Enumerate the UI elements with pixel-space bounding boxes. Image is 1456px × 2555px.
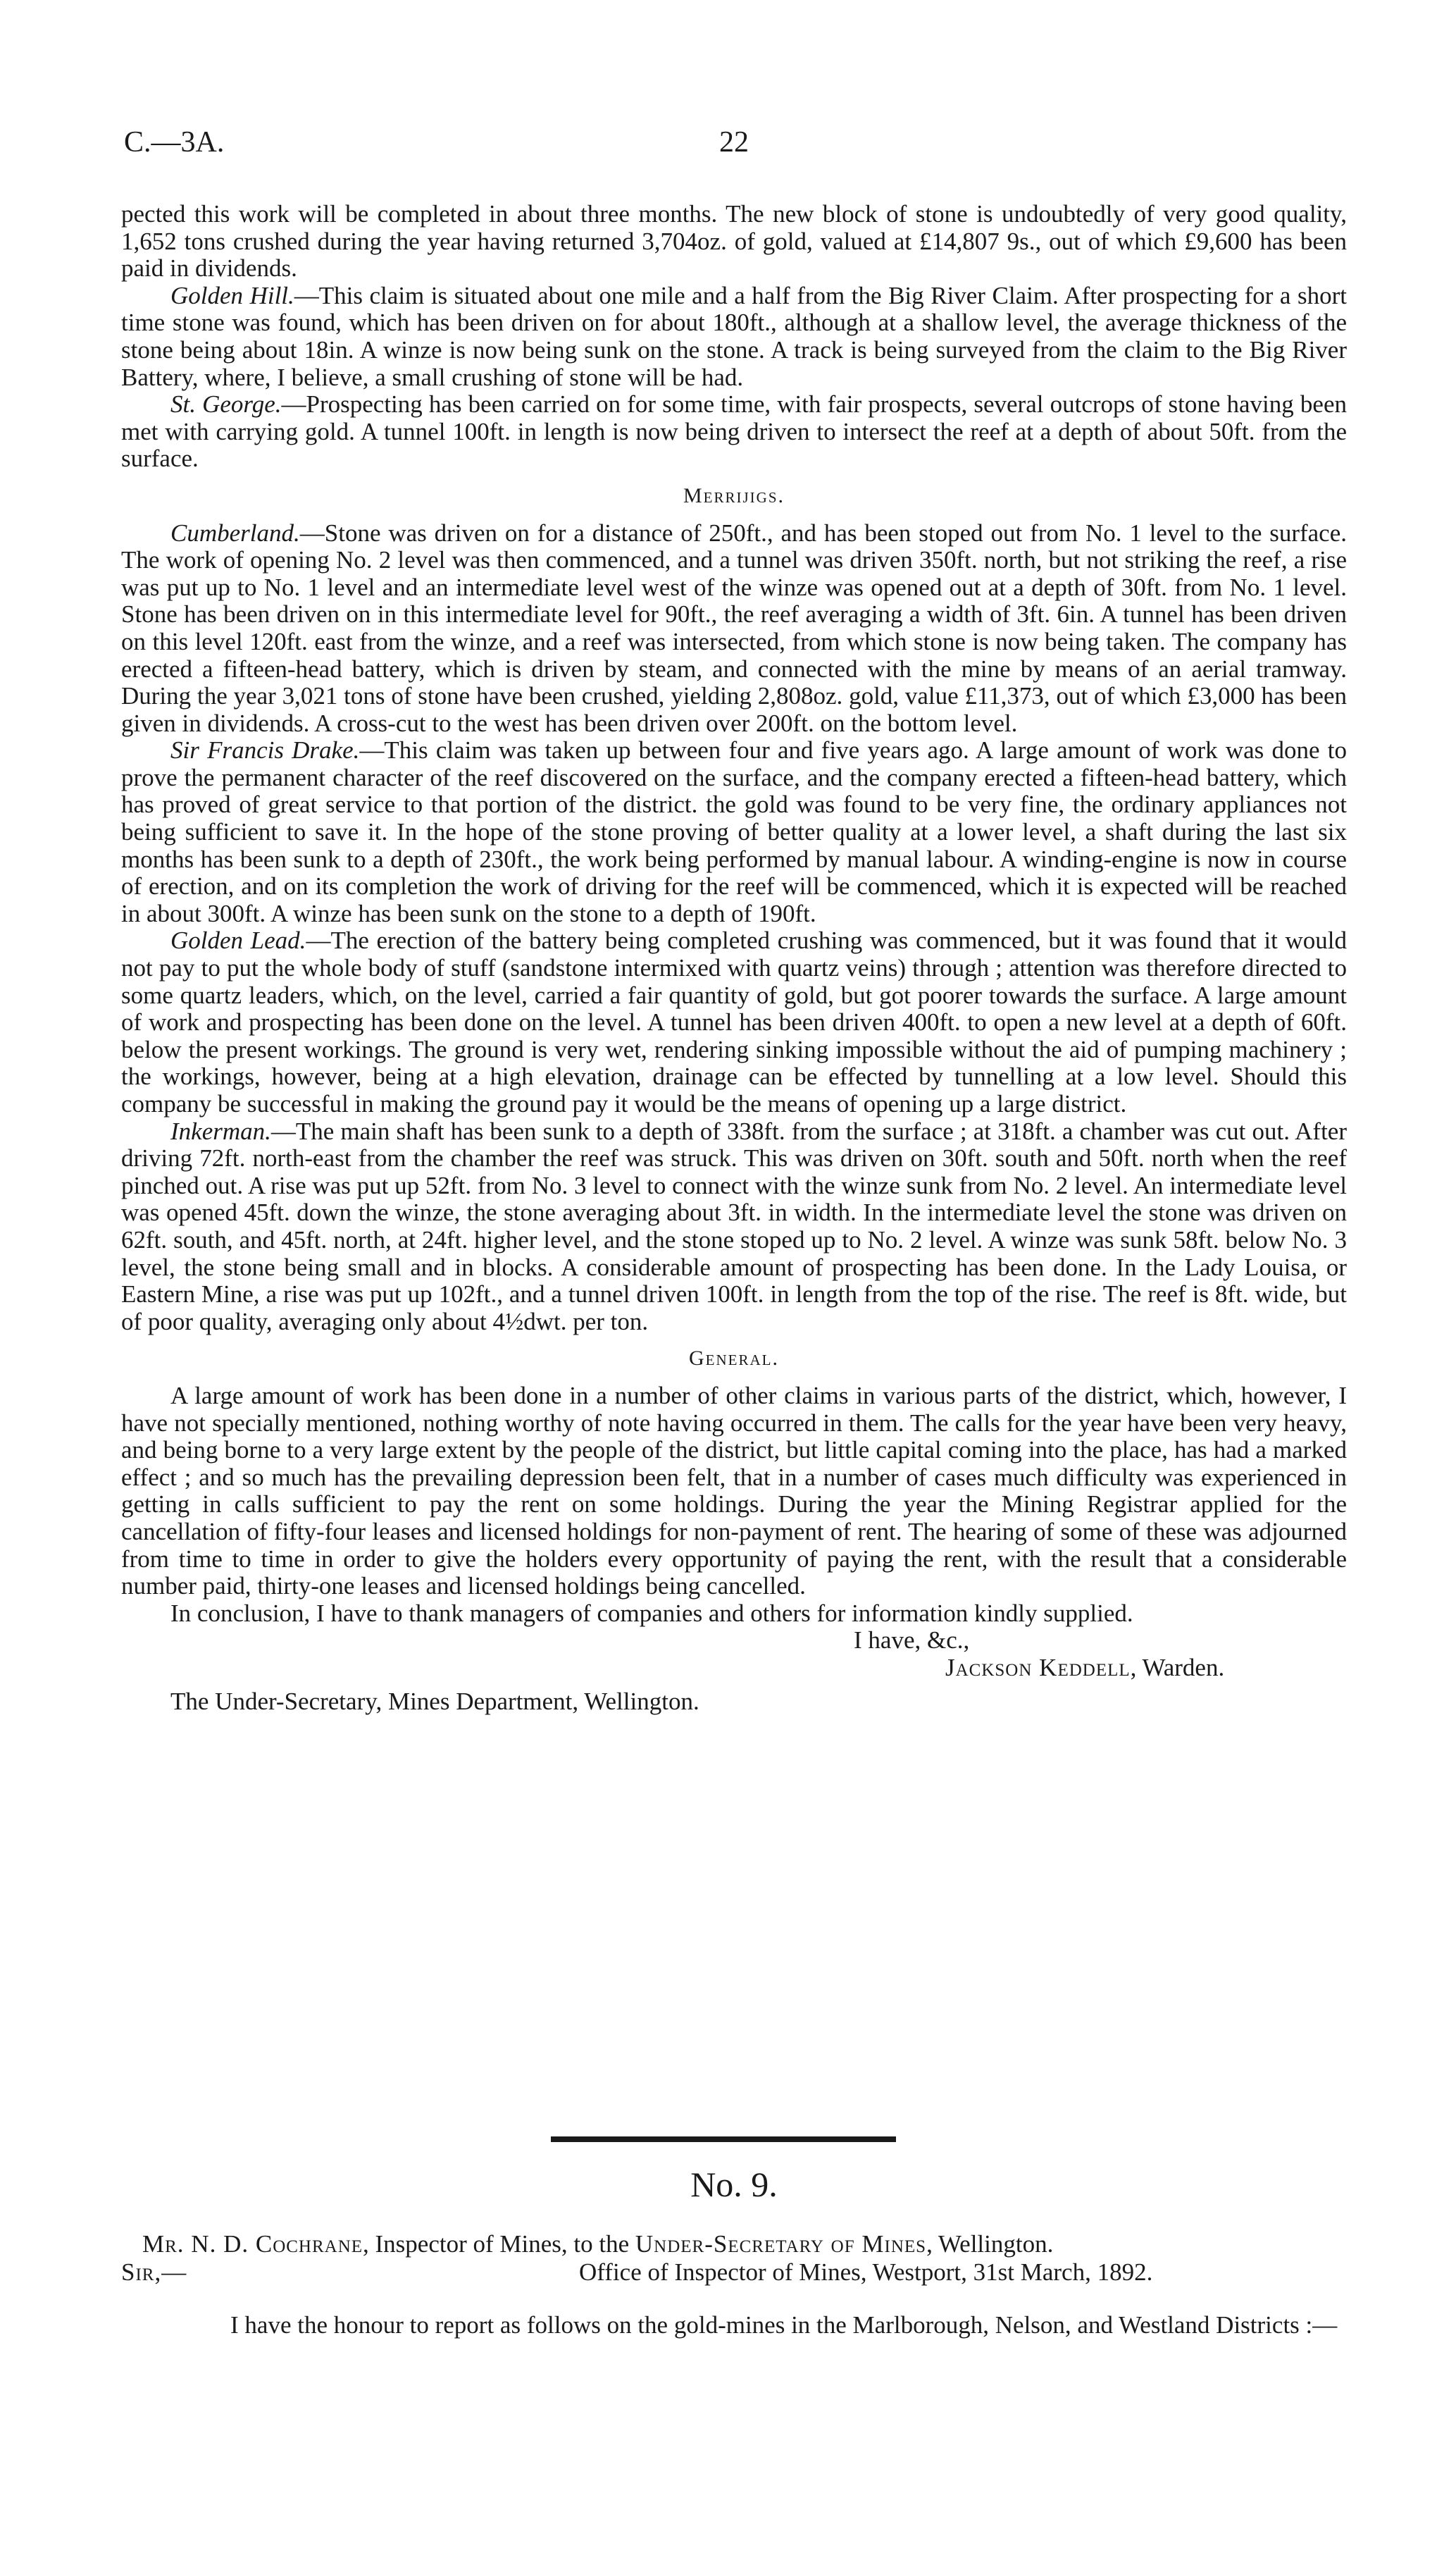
letter-from-to [121, 2230, 1347, 2258]
paragraph-sir-francis-drake [121, 737, 1347, 927]
claim-name-cumberland: Cumberland. [170, 519, 300, 547]
claim-name-golden-hill: Golden Hill. [170, 281, 294, 309]
claim-text-golden-hill: —This claim is situated about one mile and a half from the Big River Claim. After prospecting for a short time stone was found, which has been driven on for about 180ft., although at a shallow level, the average thickness of the stone being about 18in. A winze is now being sunk on the stone. A track is being surveyed from the claim to the Big River Battery, where, I believe, a small crushing of stone will be had. [121, 281, 1347, 391]
letter-body: I have the honour to report as follows on the gold-mines in the Marlborough, Nelson, and Westland Districts :— [230, 2311, 1338, 2339]
letter-salutation: Sir,— [121, 2258, 187, 2286]
letter-no-9 [121, 2163, 1347, 2364]
claim-text-st-george: —Prospecting has been carried on for some time, with fair prospects, several outcrops of stone having been met with carrying gold. A tunnel 100ft. in length is now being driven to intersect the reef at a depth of about 50ft. from the surface. [121, 390, 1347, 473]
claim-name-st-george: St. George. [170, 390, 282, 419]
section-heading-general: General. [689, 1347, 779, 1371]
signatory-name: Jackson Keddell [945, 1653, 1131, 1681]
letter-to-name: Under-Secretary of Mines [635, 2230, 927, 2258]
letter-number: No. 9. [690, 2165, 778, 2204]
claim-name-inkerman: Inkerman. [170, 1117, 271, 1145]
signatory-title: , Warden. [1130, 1653, 1225, 1681]
section-heading-merrijigs: Merrijigs. [683, 483, 785, 507]
report-body [121, 201, 1347, 1716]
paragraph-conclusion: In conclusion, I have to thank managers of companies and others for information kindly supplied. [170, 1599, 1133, 1627]
claim-text-golden-lead: —The erection of the battery being completed crushing was commenced, but it was found that it would not pay to put the whole body of stuff (sandstone intermixed with quartz veins) through ; attention was therefore directed to some quartz leaders, which, on the level, carried a fair quantity of gold, but got poorer towards the surface. A large amount of work and prospecting has been done on the level. A tunnel has been driven 400ft. to open a new level at a depth of 60ft. below the present workings. The ground is very wet, rendering sinking impossible without the aid of pumping machinery ; the workings, however, being at a high elevation, drainage can be effected by tunnelling at a low level. Should this company be successful in making the ground pay it would be the means of opening up a large district. [121, 927, 1347, 1118]
document-reference: C.—3A. [124, 126, 225, 159]
section-divider-rule [551, 2136, 896, 2142]
paragraph-st-george [121, 391, 1347, 473]
signature-line [121, 1654, 1347, 1682]
closing-i-have: I have, &c., [854, 1626, 970, 1654]
paragraph-continuation: pected this work will be completed in about three months. The new block of stone is undoubtedly of very good quality, 1,652 tons crushed during the year having returned 3,704oz. of gold, valued at £14,807 9s., out of which £9,600 has been paid in dividends. [121, 200, 1347, 283]
claim-text-inkerman: —The main shaft has been sunk to a depth of 338ft. from the surface ; at 318ft. a chamber was cut out. After driving 72ft. north-east from the chamber the reef was struck. This was driven on 30ft. south and 50ft. north when the reef pinched out. A rise was put up 52ft. from No. 3 level to connect with the winze sunk from No. 2 level. An intermediate level was opened 45ft. down the winze, the stone averaging about 3ft. in width. In the intermediate level the stone was driven on 62ft. south, and 45ft. north, at 24ft. higher level, and the stone stoped up to No. 2 level. A winze was sunk 58ft. below No. 3 level, the stone being small and in blocks. A considerable amount of prospecting has been done. In the Lady Louisa, or Eastern Mine, a rise was put up 102ft., and a tunnel driven 100ft. in length from the top of the rise. The reef is 8ft. wide, but of poor quality, averaging only about 4½dwt. per ton. [121, 1117, 1347, 1335]
letter-from-rest: , Inspector of Mines, to the [363, 2230, 635, 2258]
claim-text-cumberland: —Stone was driven on for a distance of 250ft., and has been stoped out from No. 1 level to the surface. The work of opening No. 2 level was then commenced, and a tunnel was driven 350ft. north, but not striking the reef, a rise was put up to No. 1 level and an intermediate level west of the winze was opened out at a depth of 30ft. from No. 1 level. Stone has been driven on in this intermediate level for 90ft., the reef averaging a width of 3ft. 6in. A tunnel has been driven on this level 120ft. east from the winze, and a reef was intersected, from which stone is now being taken. The company has erected a fifteen-head battery, which is driven by steam, and connected with the mine by means of an aerial tramway. During the year 3,021 tons of stone have been crushed, yielding 2,808oz. gold, value £11,373, out of which £3,000 has been given in dividends. A cross-cut to the west has been driven over 200ft. on the bottom level. [121, 519, 1347, 737]
claim-text-sir-francis-drake: —This claim was taken up between four and five years ago. A large amount of work was done to prove the permanent character of the reef discovered on the surface, and the company erected a fifteen-head battery, which has proved of great service to that portion of the district. the gold was found to be very fine, the ordinary appliances not being sufficient to save it. In the hope of the stone proving of better quality at a lower level, a shaft during the last six months has been sunk to a depth of 230ft., the work being performed by manual labour. A winding-engine is now in course of erection, and on its completion the work of driving for the reef will be commenced, which it is expected will be reached in about 300ft. A winze has been sunk on the stone to a depth of 190ft. [121, 736, 1347, 927]
claim-name-sir-francis-drake: Sir Francis Drake. [170, 736, 360, 765]
paragraph-golden-lead [121, 927, 1347, 1118]
page-number: 22 [719, 126, 749, 159]
letter-to-place: , Wellington. [926, 2230, 1054, 2258]
letter-salutation-row [121, 2258, 1347, 2287]
letter-office-date: Office of Inspector of Mines, Westport, 31st March, 1892. [579, 2258, 1153, 2286]
paragraph-golden-hill [121, 283, 1347, 391]
addressee-line: The Under-Secretary, Mines Department, Wellington. [170, 1688, 699, 1716]
document-page [121, 0, 1347, 2555]
paragraph-cumberland [121, 520, 1347, 738]
running-head [121, 125, 1347, 168]
paragraph-inkerman [121, 1118, 1347, 1336]
paragraph-general: A large amount of work has been done in a number of other claims in various parts of the district, which, however, I have not specially mentioned, nothing worthy of note having occurred in them. The calls for the year have been very heavy, and being borne to a very large extent by the people of the district, but little capital coming into the place, has had a marked effect ; and so much has the prevailing depression been felt, that in a number of cases much difficulty was experienced in getting in calls sufficient to pay the rent on some holdings. During the year the Mining Registrar applied for the cancellation of fifty-four leases and licensed holdings for non-payment of rent. The hearing of some of these was adjourned from time to time in order to give the holders every opportunity of paying the rent, with the result that a considerable number paid, thirty-one leases and licensed holdings being cancelled. [121, 1381, 1347, 1600]
letter-from-name: Mr. N. D. Cochrane [142, 2230, 363, 2258]
claim-name-golden-lead: Golden Lead. [170, 927, 306, 955]
